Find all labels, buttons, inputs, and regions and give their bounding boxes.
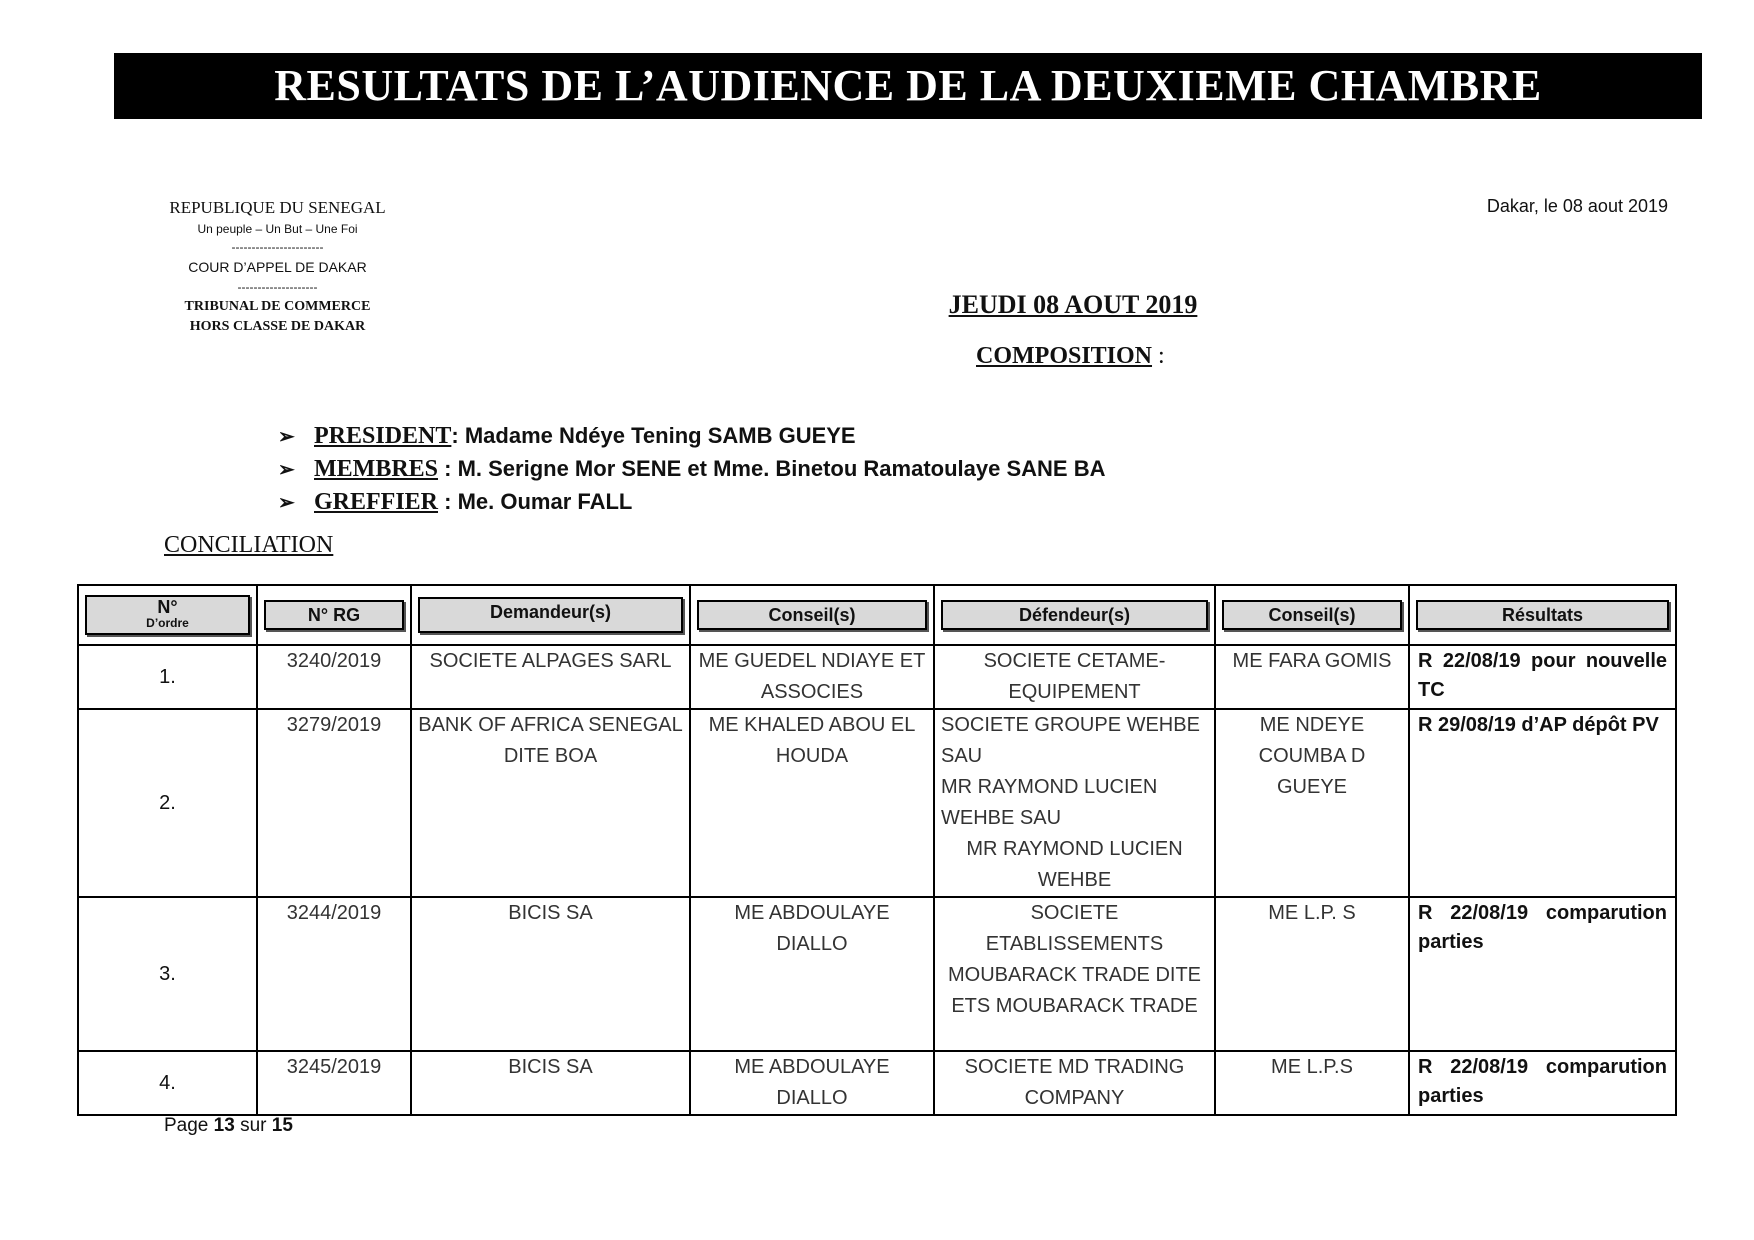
- column-header-rg: [257, 585, 411, 645]
- header-box: [85, 595, 250, 635]
- page-footer: [164, 1115, 293, 1137]
- column-header-counsel2: [1215, 585, 1409, 645]
- cell-order: 4.: [78, 1051, 257, 1115]
- separator: --------------------: [237, 280, 318, 294]
- cell-order: 3.: [78, 897, 257, 1051]
- country-name: REPUBLIQUE DU SENEGAL: [169, 198, 386, 217]
- cell-plaintiff: BICIS SA: [411, 897, 690, 1051]
- column-header-defendant: [934, 585, 1215, 645]
- column-header-order: [78, 585, 257, 645]
- national-motto: Un peuple – Un But – Une Foi: [197, 222, 358, 236]
- cell-rg: 3245/2019: [257, 1051, 411, 1115]
- table-row: [78, 645, 1676, 709]
- defendant-line: MR RAYMOND LUCIEN WEHBE SAU: [941, 776, 1158, 829]
- footer-middle: sur: [234, 1115, 272, 1136]
- header-order-sub: D’ordre: [146, 616, 189, 630]
- member-names: Me. Oumar FALL: [457, 489, 633, 514]
- court-name: COUR D’APPEL DE DAKAR: [188, 259, 367, 275]
- cell-counsel1: ME ABDOULAYE DIALLO: [690, 1051, 934, 1115]
- cell-result: R 29/08/19 d’AP dépôt PV: [1409, 709, 1676, 897]
- column-header-counsel1: [690, 585, 934, 645]
- tribunal-name: [140, 297, 415, 337]
- member-line-greffier: [278, 486, 1105, 519]
- header-box: Défendeur(s): [941, 600, 1208, 630]
- member-names: M. Serigne Mor SENE et Mme. Binetou Ramatoulaye SANE BA: [457, 456, 1106, 481]
- column-header-plaintiff: [411, 585, 690, 645]
- institution-header: [140, 198, 415, 337]
- hearing-date-title: JEUDI 08 AOUT 2019: [948, 290, 1198, 319]
- member-sep: :: [438, 489, 458, 514]
- cell-result: R 22/08/19 pour nouvelle TC: [1409, 645, 1676, 709]
- cell-counsel2: ME FARA GOMIS: [1215, 645, 1409, 709]
- arrow-bullet-icon: ➢: [278, 492, 295, 514]
- table-row: [78, 709, 1676, 897]
- cell-counsel1: ME ABDOULAYE DIALLO: [690, 897, 934, 1051]
- member-line-president: [278, 420, 1105, 453]
- arrow-bullet-icon: ➢: [278, 426, 295, 448]
- table-row: [78, 897, 1676, 1051]
- cell-rg: 3240/2019: [257, 645, 411, 709]
- cell-counsel2: ME L.P.S: [1215, 1051, 1409, 1115]
- cell-rg: 3279/2019: [257, 709, 411, 897]
- cell-order: 1.: [78, 645, 257, 709]
- table-row: [78, 1051, 1676, 1115]
- cell-counsel1: ME GUEDEL NDIAYE ET ASSOCIES: [690, 645, 934, 709]
- cell-counsel2: ME L.P. S: [1215, 897, 1409, 1051]
- cell-defendant: [934, 709, 1215, 897]
- table-header-row: [78, 585, 1676, 645]
- cell-plaintiff: SOCIETE ALPAGES SARL: [411, 645, 690, 709]
- tribunal-line-1: TRIBUNAL DE COMMERCE: [184, 299, 371, 314]
- column-header-result: [1409, 585, 1676, 645]
- cell-defendant: SOCIETE CETAME-EQUIPEMENT: [934, 645, 1215, 709]
- current-page-number: 13: [213, 1115, 235, 1136]
- cell-defendant: SOCIETE MD TRADING COMPANY: [934, 1051, 1215, 1115]
- defendant-line: SOCIETE GROUPE WEHBE SAU: [941, 714, 1200, 767]
- member-sep: :: [438, 456, 458, 481]
- footer-prefix: Page: [164, 1115, 214, 1136]
- cell-order: 2.: [78, 709, 257, 897]
- header-order-main: N°: [157, 597, 178, 617]
- cell-plaintiff: BICIS SA: [411, 1051, 690, 1115]
- member-role: MEMBRES: [314, 456, 439, 482]
- composition-suffix: :: [1152, 343, 1165, 369]
- date-place: Dakar, le 08 aout 2019: [1486, 196, 1668, 216]
- header-box: Demandeur(s): [418, 597, 683, 633]
- member-sep: :: [451, 423, 465, 448]
- cell-plaintiff: BANK OF AFRICA SENEGAL DITE BOA: [411, 709, 690, 897]
- defendant-line: MR RAYMOND LUCIEN WEHBE: [966, 838, 1183, 891]
- cell-counsel1: ME KHALED ABOU EL HOUDA: [690, 709, 934, 897]
- total-pages: 15: [271, 1115, 293, 1136]
- cell-rg: 3244/2019: [257, 897, 411, 1051]
- member-role: PRESIDENT: [314, 423, 452, 449]
- cases-table: [77, 584, 1677, 1116]
- separator: -----------------------: [231, 240, 324, 254]
- member-names: Madame Ndéye Tening SAMB GUEYE: [464, 423, 856, 448]
- member-list: [278, 420, 1105, 519]
- header-box: Conseil(s): [1222, 600, 1402, 630]
- composition-label: COMPOSITION: [976, 343, 1153, 369]
- cell-counsel2: ME NDEYE COUMBA D GUEYE: [1215, 709, 1409, 897]
- member-role: GREFFIER: [314, 489, 439, 515]
- arrow-bullet-icon: ➢: [278, 459, 295, 481]
- composition-heading: [976, 343, 1165, 370]
- section-title: CONCILIATION: [164, 532, 334, 558]
- member-line-membres: [278, 453, 1105, 486]
- header-box: N° RG: [264, 600, 404, 630]
- tribunal-line-2: HORS CLASSE DE DAKAR: [189, 319, 366, 334]
- header-box: Conseil(s): [697, 600, 927, 630]
- cell-result: R 22/08/19 comparution parties: [1409, 897, 1676, 1051]
- cell-defendant: SOCIETE ETABLISSEMENTS MOUBARACK TRADE DITE ETS MOUBARACK TRADE: [934, 897, 1215, 1051]
- page-banner: RESULTATS DE L’AUDIENCE DE LA DEUXIEME CHAMBRE: [114, 53, 1702, 119]
- cell-result: R 22/08/19 comparution parties: [1409, 1051, 1676, 1115]
- header-box: Résultats: [1416, 600, 1669, 630]
